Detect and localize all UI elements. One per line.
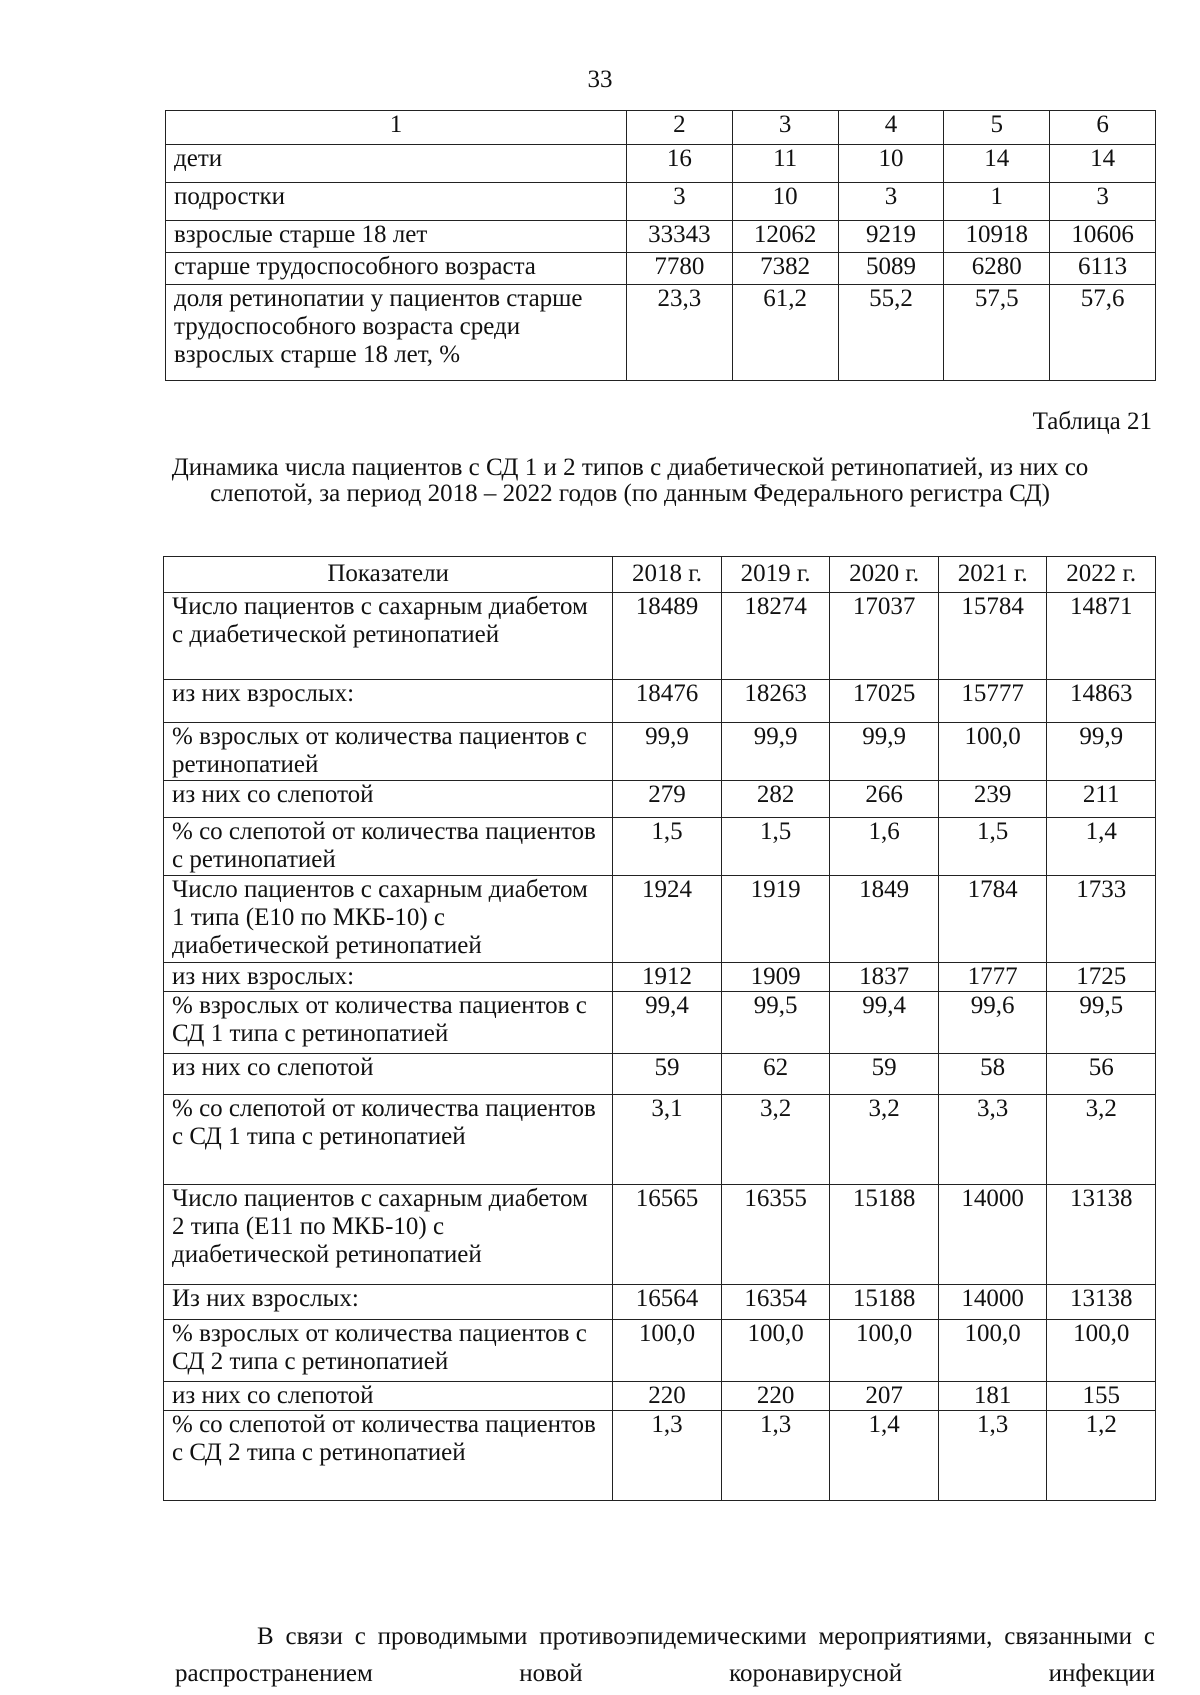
table-row: [164, 1411, 1156, 1501]
cell-value: 279: [613, 781, 722, 818]
cell-value: 56: [1047, 1054, 1156, 1095]
cell-value: 5089: [838, 253, 944, 285]
cell-value: 1,5: [938, 818, 1047, 876]
cell-value: 10606: [1050, 221, 1156, 253]
table-row: [166, 183, 1156, 221]
table-row: [164, 963, 1156, 992]
column-header: 2019 г.: [721, 557, 830, 593]
cell-value: 1,5: [721, 818, 830, 876]
cell-value: 9219: [838, 221, 944, 253]
table-row: [164, 723, 1156, 781]
cell-value: 1,2: [1047, 1411, 1156, 1501]
row-label: из них взрослых:: [164, 963, 613, 992]
cell-value: 14871: [1047, 593, 1156, 680]
cell-value: 100,0: [613, 1320, 722, 1382]
row-label: % взрослых от количества пациентов с ретинопатией: [164, 723, 613, 781]
cell-value: 220: [613, 1382, 722, 1411]
cell-value: 1: [944, 183, 1050, 221]
cell-value: 282: [721, 781, 830, 818]
column-number: 4: [838, 111, 944, 145]
row-label: доля ретинопатии у пациентов старше трудоспособного возраста среди взрослых старше 18 лет, %: [166, 285, 627, 381]
cell-value: 59: [613, 1054, 722, 1095]
cell-value: 1777: [938, 963, 1047, 992]
row-label: дети: [166, 145, 627, 183]
cell-value: 11: [732, 145, 838, 183]
cell-value: 3,2: [1047, 1095, 1156, 1185]
table-row: [164, 1320, 1156, 1382]
column-header: 2018 г.: [613, 557, 722, 593]
cell-value: 211: [1047, 781, 1156, 818]
table-row: [164, 593, 1156, 680]
cell-value: 55,2: [838, 285, 944, 381]
cell-value: 57,6: [1050, 285, 1156, 381]
column-number: 5: [944, 111, 1050, 145]
cell-value: 14: [1050, 145, 1156, 183]
cell-value: 14863: [1047, 680, 1156, 723]
cell-value: 14000: [938, 1285, 1047, 1320]
cell-value: 3,2: [721, 1095, 830, 1185]
cell-value: 220: [721, 1382, 830, 1411]
cell-value: 13138: [1047, 1285, 1156, 1320]
table-row: [164, 1285, 1156, 1320]
table-title: Динамика числа пациентов с СД 1 и 2 типов с диабетической ретинопатией, из них со слепотой, за период 2018 – 2022 годов (по данным Федерального регистра СД): [171, 454, 1089, 507]
table-row: [166, 285, 1156, 381]
row-label: старше трудоспособного возраста: [166, 253, 627, 285]
column-number: 1: [166, 111, 627, 145]
cell-value: 18274: [721, 593, 830, 680]
cell-value: 7780: [626, 253, 732, 285]
table-row: [164, 1382, 1156, 1411]
cell-value: 12062: [732, 221, 838, 253]
table-row: [164, 992, 1156, 1054]
table-row: [164, 680, 1156, 723]
table-header-row: [164, 557, 1156, 593]
table-row: [164, 818, 1156, 876]
cell-value: 266: [830, 781, 939, 818]
table-header-row: [166, 111, 1156, 145]
cell-value: 99,9: [613, 723, 722, 781]
cell-value: 1,6: [830, 818, 939, 876]
cell-value: 100,0: [938, 1320, 1047, 1382]
table-row: [164, 781, 1156, 818]
table-row: [166, 221, 1156, 253]
cell-value: 1,4: [830, 1411, 939, 1501]
cell-value: 100,0: [830, 1320, 939, 1382]
cell-value: 13138: [1047, 1185, 1156, 1285]
cell-value: 1,3: [938, 1411, 1047, 1501]
cell-value: 16564: [613, 1285, 722, 1320]
cell-value: 3: [838, 183, 944, 221]
cell-value: 1,5: [613, 818, 722, 876]
cell-value: 7382: [732, 253, 838, 285]
cell-value: 15188: [830, 1185, 939, 1285]
cell-value: 3: [626, 183, 732, 221]
row-label: Число пациентов с сахарным диабетом 2 типа (E11 по МКБ-10) с диабетической ретинопатией: [164, 1185, 613, 1285]
column-header: 2020 г.: [830, 557, 939, 593]
row-label: из них со слепотой: [164, 781, 613, 818]
cell-value: 3,3: [938, 1095, 1047, 1185]
table-row: [164, 1054, 1156, 1095]
cell-value: 100,0: [1047, 1320, 1156, 1382]
row-label: из них взрослых:: [164, 680, 613, 723]
cell-value: 1912: [613, 963, 722, 992]
column-header: 2022 г.: [1047, 557, 1156, 593]
cell-value: 99,4: [830, 992, 939, 1054]
cell-value: 1733: [1047, 876, 1156, 963]
column-header: Показатели: [164, 557, 613, 593]
retinopathy-dynamics-table: [163, 556, 1156, 1501]
cell-value: 61,2: [732, 285, 838, 381]
cell-value: 18476: [613, 680, 722, 723]
cell-value: 23,3: [626, 285, 732, 381]
cell-value: 15777: [938, 680, 1047, 723]
cell-value: 99,9: [1047, 723, 1156, 781]
cell-value: 239: [938, 781, 1047, 818]
cell-value: 99,6: [938, 992, 1047, 1054]
cell-value: 1924: [613, 876, 722, 963]
row-label: Число пациентов с сахарным диабетом 1 типа (E10 по МКБ-10) с диабетической ретинопатией: [164, 876, 613, 963]
cell-value: 62: [721, 1054, 830, 1095]
cell-value: 181: [938, 1382, 1047, 1411]
row-label: из них со слепотой: [164, 1054, 613, 1095]
column-number: 6: [1050, 111, 1156, 145]
row-label: % со слепотой от количества пациентов с ретинопатией: [164, 818, 613, 876]
page-number: 33: [587, 66, 613, 93]
cell-value: 17025: [830, 680, 939, 723]
cell-value: 1784: [938, 876, 1047, 963]
cell-value: 33343: [626, 221, 732, 253]
cell-value: 6280: [944, 253, 1050, 285]
cell-value: 57,5: [944, 285, 1050, 381]
cell-value: 10: [732, 183, 838, 221]
column-number: 2: [626, 111, 732, 145]
cell-value: 99,4: [613, 992, 722, 1054]
cell-value: 14: [944, 145, 1050, 183]
cell-value: 15188: [830, 1285, 939, 1320]
cell-value: 17037: [830, 593, 939, 680]
cell-value: 3,2: [830, 1095, 939, 1185]
cell-value: 99,5: [1047, 992, 1156, 1054]
cell-value: 1909: [721, 963, 830, 992]
row-label: % взрослых от количества пациентов с СД 2 типа с ретинопатией: [164, 1320, 613, 1382]
column-number: 3: [732, 111, 838, 145]
table-row: [164, 1095, 1156, 1185]
cell-value: 1837: [830, 963, 939, 992]
cell-value: 1919: [721, 876, 830, 963]
cell-value: 99,9: [721, 723, 830, 781]
row-label: % со слепотой от количества пациентов с СД 1 типа с ретинопатией: [164, 1095, 613, 1185]
cell-value: 16: [626, 145, 732, 183]
cell-value: 16355: [721, 1185, 830, 1285]
row-label: % взрослых от количества пациентов с СД 1 типа с ретинопатией: [164, 992, 613, 1054]
row-label: Число пациентов с сахарным диабетом с диабетической ретинопатией: [164, 593, 613, 680]
cell-value: 18263: [721, 680, 830, 723]
cell-value: 100,0: [721, 1320, 830, 1382]
cell-value: 58: [938, 1054, 1047, 1095]
row-label: подростки: [166, 183, 627, 221]
table-row: [166, 145, 1156, 183]
cell-value: 16565: [613, 1185, 722, 1285]
cell-value: 1,3: [613, 1411, 722, 1501]
cell-value: 59: [830, 1054, 939, 1095]
cell-value: 6113: [1050, 253, 1156, 285]
table-row: [164, 876, 1156, 963]
cell-value: 18489: [613, 593, 722, 680]
body-paragraph: В связи с проводимыми противоэпидемическими мероприятиями, связанными с распространением новой коронавирусной инфекции: [175, 1623, 1155, 1687]
cell-value: 1,4: [1047, 818, 1156, 876]
column-header: 2021 г.: [938, 557, 1047, 593]
cell-value: 16354: [721, 1285, 830, 1320]
table-row: [164, 1185, 1156, 1285]
row-label: Из них взрослых:: [164, 1285, 613, 1320]
cell-value: 207: [830, 1382, 939, 1411]
cell-value: 10918: [944, 221, 1050, 253]
table-row: [166, 253, 1156, 285]
row-label: из них со слепотой: [164, 1382, 613, 1411]
cell-value: 1,3: [721, 1411, 830, 1501]
cell-value: 155: [1047, 1382, 1156, 1411]
cell-value: 1725: [1047, 963, 1156, 992]
table-caption: Таблица 21: [1032, 408, 1152, 435]
row-label: % со слепотой от количества пациентов с СД 2 типа с ретинопатией: [164, 1411, 613, 1501]
cell-value: 10: [838, 145, 944, 183]
cell-value: 99,9: [830, 723, 939, 781]
row-label: взрослые старше 18 лет: [166, 221, 627, 253]
cell-value: 99,5: [721, 992, 830, 1054]
cell-value: 14000: [938, 1185, 1047, 1285]
table-continued: [165, 110, 1156, 381]
cell-value: 1849: [830, 876, 939, 963]
cell-value: 100,0: [938, 723, 1047, 781]
cell-value: 3,1: [613, 1095, 722, 1185]
cell-value: 15784: [938, 593, 1047, 680]
cell-value: 3: [1050, 183, 1156, 221]
